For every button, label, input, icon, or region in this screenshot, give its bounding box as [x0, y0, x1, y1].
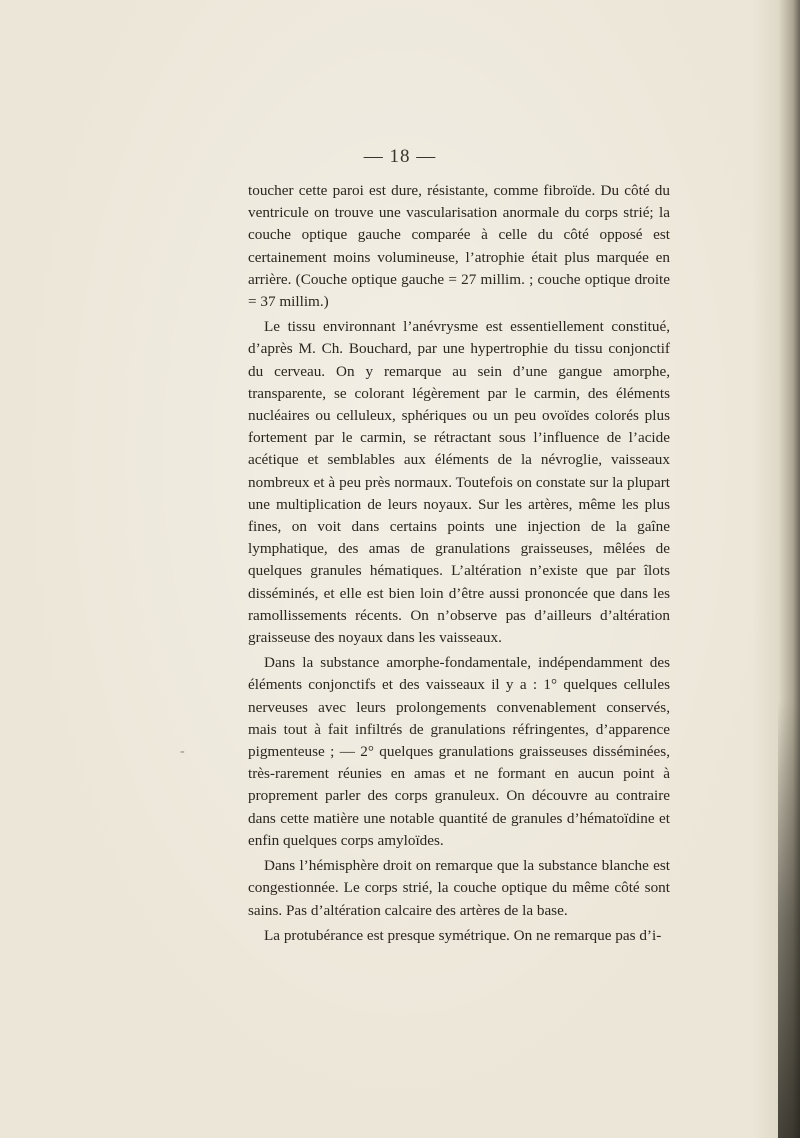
- page-number: — 18 —: [363, 146, 437, 167]
- paragraph-3: Dans la substance amorphe-fondamentale, indépendamment des éléments conjonctifs et des vaisseaux il y a : 1° quelques cellules nerveuses avec leurs prolongements convenablement conservés, mais tout à fait infiltrés de granulations réfringentes, d’apparence pigmenteuse ; — 2° quelques granulations graisseuses disséminées, très-rarement réunies en amas et ne formant en aucun point à proprement parler des corps granuleux. On découvre au contraire dans cette matière une notable quantité de granules d’hématoïdine et enfin quelques corps amyloïdes.: [248, 654, 670, 849]
- page-edge-shadow-bottom: [778, 700, 800, 1138]
- paragraph-2: Le tissu environnant l’anévrysme est essentiellement constitué, d’après M. Ch. Bouchard, par une hypertrophie du tissu conjonctif du cerveau. On y remarque au sein d’une gangue amorphe, transparente, se colorant légèrement par le carmin, des éléments nucléaires ou celluleux, sphériques ou un peu ovoïdes colorés plus fortement par le carmin, se rétractant sous l’influence de l’acide acétique et semblables aux éléments de la névroglie, vaisseaux nombreux et à peu près normaux. Toutefois on constate sur la plupart une multiplication de leurs noyaux. Sur les artères, même les plus fines, on voit dans certains points une injection de la gaîne lymphatique, des amas de granulations graisseuses, mêlées de quelques granules hématiques. L’altération n’existe que par îlots disséminés, et elle est bien loin d’être aussi prononcée que dans les ramollissements récents. On n’observe pas d’ailleurs d’altération graisseuse des noyaux dans les vaisseaux.: [248, 318, 670, 647]
- paragraph-1: toucher cette paroi est dure, résistante, comme fibroïde. Du côté du ventricule on trouve une vascularisation anormale du corps strié; la couche optique gauche comparée à celle du côté opposé est certainement moins volumineuse, l’atrophie était plus marquée en arrière. (Couche optique gauche = 27 millim. ; couche optique droite = 37 millim.): [248, 182, 670, 311]
- margin-mark: -: [180, 744, 185, 759]
- paragraph-4: Dans l’hémisphère droit on remarque que la substance blanche est congestionnée. Le corps strié, la couche optique du même côté sont sains. Pas d’altération calcaire des artères de la base.: [248, 857, 670, 919]
- paragraph-5: La protubérance est presque symétrique. On ne remarque pas d’i-: [264, 926, 662, 944]
- body-text: [248, 180, 670, 947]
